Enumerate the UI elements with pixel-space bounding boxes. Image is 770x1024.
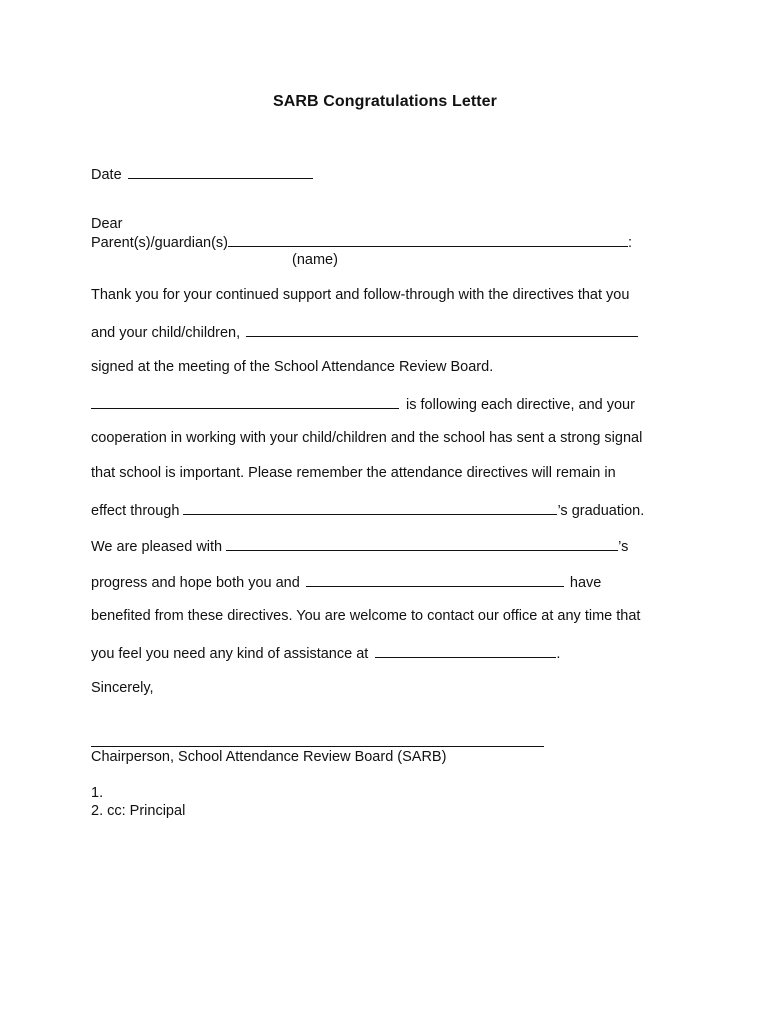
paragraph-3-line-2 — [91, 572, 601, 592]
paragraph-1-line-3: signed at the meeting of the School Attendance Review Board. — [91, 359, 494, 375]
date-label: Date — [91, 167, 122, 183]
date-line — [91, 164, 315, 184]
closing: Sincerely, — [91, 680, 154, 696]
paragraph-1-line-1: Thank you for your continued support and follow-through with the directives that you — [91, 287, 630, 303]
child-name-field[interactable] — [246, 322, 638, 337]
effect-label: effect through — [91, 503, 180, 519]
paragraph-2-line-4 — [91, 500, 644, 520]
letter-title: SARB Congratulations Letter — [272, 93, 498, 110]
parent-name-field[interactable] — [228, 232, 628, 247]
parent-line — [91, 232, 632, 252]
pleased-name-field[interactable] — [226, 536, 618, 551]
graduation-name-field[interactable] — [183, 500, 557, 515]
paragraph-2-line-2: cooperation in working with your child/children and the school has sent a strong signal — [91, 430, 643, 446]
signature-title: Chairperson, School Attendance Review Board (SARB) — [91, 749, 447, 765]
paragraph-1-line-2 — [91, 322, 640, 342]
paragraph-3-line-4 — [91, 643, 560, 663]
parent-suffix: : — [628, 235, 633, 251]
list-item-2: 2. cc: Principal — [91, 803, 186, 819]
list-item-1: 1. — [91, 785, 104, 801]
progress-name-field[interactable] — [306, 572, 564, 587]
assistance-label: you feel you need any kind of assistance at — [91, 646, 369, 662]
pleased-label: We are pleased with — [91, 539, 223, 555]
signature-field[interactable] — [91, 746, 544, 747]
child-label: and your child/children, — [91, 325, 241, 341]
directive-text: is following each directive, and your — [406, 397, 635, 413]
pleased-suffix: ’s — [618, 539, 629, 555]
graduation-suffix: ’s graduation. — [557, 503, 645, 519]
dear-line: Dear — [91, 216, 123, 232]
progress-label: progress and hope both you and — [91, 575, 300, 591]
paragraph-2-line-1 — [91, 394, 635, 414]
paragraph-2-line-3: that school is important. Please remember the attendance directives will remain in — [91, 465, 616, 481]
date-field[interactable] — [128, 164, 313, 179]
parent-label: Parent(s)/guardian(s) — [91, 235, 228, 251]
have-label: have — [569, 575, 602, 591]
paragraph-3-line-1 — [91, 536, 628, 556]
student-name-field[interactable] — [91, 394, 399, 409]
paragraph-3-line-3: benefited from these directives. You are welcome to contact our office at any time that — [91, 608, 641, 624]
contact-field[interactable] — [375, 643, 556, 658]
assistance-suffix: . — [556, 646, 561, 662]
name-caption: (name) — [292, 252, 338, 268]
